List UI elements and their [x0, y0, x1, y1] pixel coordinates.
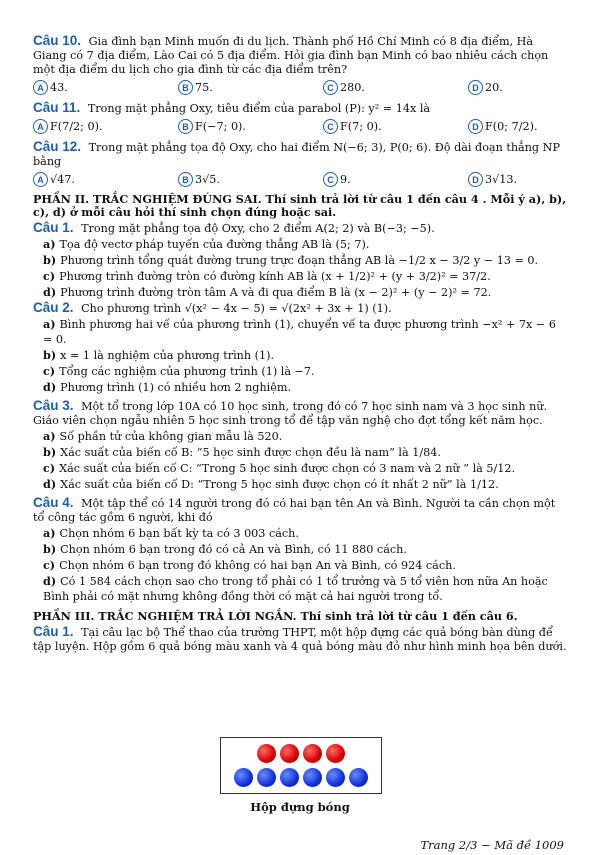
option-b: [178, 172, 323, 187]
option-c: [323, 172, 468, 187]
statement-text: Phương trình (1) có nhiều hơn 2 nghiệm.: [60, 381, 292, 394]
part-2-title: PHẦN II. TRẮC NGHIỆM ĐÚNG SAI. Thí sinh trả lời từ câu 1 đến câu 4 . Mỗi ý a), b), c), d) ở mỗi câu hỏi thí sinh chọn đúng hoặc sai.: [33, 192, 567, 219]
option-text: 3√5.: [195, 173, 220, 186]
question-number: Câu 3.: [33, 398, 74, 413]
statement-a: [43, 317, 568, 347]
option-letter-badge: B: [178, 172, 193, 187]
statement-text: Xác suất của biến cố D: “Trong 5 học sinh được chọn có ít nhất 2 nữ” là 1/12.: [60, 478, 499, 491]
option-text: F(−7; 0).: [195, 120, 246, 133]
p2-question-1: [33, 221, 568, 236]
statement-d: [43, 477, 568, 492]
statement-label: a): [43, 317, 56, 331]
option-letter-badge: B: [178, 80, 193, 95]
option-text: 280.: [340, 81, 365, 94]
option-c: [323, 119, 468, 134]
page-footer: Trang 2/3 − Mã đề 1009: [420, 838, 564, 852]
p2-question-3: [33, 399, 568, 428]
statement-d: [43, 574, 568, 604]
statement-text: Chọn nhóm 6 bạn bất kỳ ta có 3 003 cách.: [59, 527, 299, 540]
statement-text: Chọn nhóm 6 bạn trong đó không có hai bạn An và Bình, có 924 cách.: [59, 559, 456, 572]
option-letter-badge: C: [323, 80, 338, 95]
statements-p2q4: [33, 526, 568, 604]
option-text: 20.: [485, 81, 503, 94]
p2-question-2: [33, 301, 568, 316]
question-number: Câu 1.: [33, 220, 74, 235]
statement-a: [43, 237, 568, 252]
statements-p2q3: [33, 429, 568, 492]
option-a: [33, 80, 178, 95]
statement-text: Tổng các nghiệm của phương trình (1) là −7.: [59, 365, 315, 378]
option-text: F(7/2; 0).: [50, 120, 103, 133]
question-text: Trong mặt phẳng Oxy, tiêu điểm của parabol (P): y² = 14x là: [87, 102, 431, 115]
blue-ball: [257, 768, 276, 787]
statement-text: Bình phương hai vế của phương trình (1), chuyển vế ta được phương trình −x² + 7x − 6 = 0.: [43, 318, 556, 346]
option-letter-badge: C: [323, 172, 338, 187]
statement-c: [43, 558, 568, 573]
option-b: [178, 119, 323, 134]
question-number: Câu 10.: [33, 33, 82, 48]
statement-label: a): [43, 526, 56, 540]
option-c: [323, 80, 468, 95]
statement-label: c): [43, 461, 56, 475]
red-ball: [326, 744, 345, 763]
statement-c: [43, 461, 568, 476]
statement-label: c): [43, 558, 56, 572]
option-letter-badge: D: [468, 80, 483, 95]
part-3-title: PHẦN III. TRẮC NGHIỆM TRẢ LỜI NGẮN. Thí sinh trả lời từ câu 1 đến câu 6.: [33, 609, 518, 623]
question-text: Một tập thể có 14 người trong đó có hai bạn tên An và Bình. Người ta cần chọn một tổ công tác gồm 6 người, khi đó: [33, 497, 556, 524]
question-12: [33, 140, 568, 169]
options-q11: [33, 119, 568, 134]
statement-b: [43, 542, 568, 557]
question-text: Tại câu lạc bộ Thể thao của trường THPT, một hộp đựng các quả bóng bàn dùng để tập luyện. Hộp gồm 6 quả bóng màu xanh và 4 quả bóng màu đỏ như hình minh họa bên dưới.: [33, 626, 567, 653]
p2-question-4: [33, 496, 568, 525]
option-letter-badge: D: [468, 119, 483, 134]
statement-label: d): [43, 285, 57, 299]
statement-text: Xác suất của biến cố B: “5 học sinh được chọn đều là nam” là 1/84.: [60, 446, 441, 459]
statement-text: Tọa độ vectơ pháp tuyến của đường thẳng AB là (5; 7).: [59, 238, 370, 251]
p3-question-1: [33, 625, 568, 654]
statement-label: c): [43, 364, 56, 378]
ball-box-figure: [220, 737, 382, 794]
option-d: [468, 119, 602, 134]
statement-label: d): [43, 477, 57, 491]
question-number: Câu 1.: [33, 624, 74, 639]
statement-label: a): [43, 429, 56, 443]
statement-d: [43, 380, 568, 395]
statement-label: d): [43, 380, 57, 394]
options-q12: [33, 172, 568, 187]
option-letter-badge: A: [33, 119, 48, 134]
option-letter-badge: A: [33, 172, 48, 187]
statement-text: Xác suất của biến cố C: “Trong 5 học sinh được chọn có 3 nam và 2 nữ ” là 5/12.: [59, 462, 516, 475]
blue-ball: [280, 768, 299, 787]
option-text: 3√13.: [485, 173, 518, 186]
red-ball: [280, 744, 299, 763]
statement-label: d): [43, 574, 57, 588]
option-text: F(0; 7/2).: [485, 120, 538, 133]
option-letter-badge: B: [178, 119, 193, 134]
option-text: 43.: [50, 81, 68, 94]
statement-label: b): [43, 253, 57, 267]
statement-label: b): [43, 542, 57, 556]
statement-c: [43, 364, 568, 379]
option-text: √47.: [50, 173, 75, 186]
statements-p2q1: [33, 237, 568, 300]
figure-caption: Hộp đựng bóng: [250, 800, 350, 814]
blue-ball: [326, 768, 345, 787]
statement-label: b): [43, 445, 57, 459]
question-text: Cho phương trình √(x² − 4x − 5) = √(2x² + 3x + 1) (1).: [81, 302, 392, 315]
statement-d: [43, 285, 568, 300]
options-q10: [33, 80, 568, 95]
statement-text: Phương trình tổng quát đường trung trực đoạn thẳng AB là −1/2 x − 3/2 y − 13 = 0.: [60, 254, 539, 267]
question-number: Câu 2.: [33, 300, 74, 315]
statement-a: [43, 526, 568, 541]
statement-text: x = 1 là nghiệm của phương trình (1).: [60, 349, 275, 362]
question-number: Câu 4.: [33, 495, 74, 510]
option-text: 9.: [340, 173, 351, 186]
statement-a: [43, 429, 568, 444]
option-letter-badge: A: [33, 80, 48, 95]
red-ball: [303, 744, 322, 763]
statement-b: [43, 445, 568, 460]
statement-text: Phương trình đường tròn có đường kính AB là (x + 1/2)² + (y + 3/2)² = 37/2.: [59, 270, 491, 283]
exam-page: [33, 34, 568, 654]
statement-text: Phương trình đường tròn tâm A và đi qua điểm B là (x − 2)² + (y − 2)² = 72.: [60, 286, 492, 299]
option-letter-badge: D: [468, 172, 483, 187]
statement-label: a): [43, 237, 56, 251]
statement-b: [43, 348, 568, 363]
option-text: F(7; 0).: [340, 120, 382, 133]
question-number: Câu 12.: [33, 139, 82, 154]
question-text: Gia đình bạn Minh muốn đi du lịch. Thành phố Hồ Chí Minh có 8 địa điểm, Hà Giang có 7 địa điểm, Lào Cai có 5 địa điểm. Hỏi gia đình bạn Minh có bao nhiêu cách chọn một địa điểm du lịch cho gia đình từ các địa điểm trên?: [33, 35, 549, 76]
blue-ball: [303, 768, 322, 787]
option-a: [33, 172, 178, 187]
question-11: [33, 101, 568, 116]
option-a: [33, 119, 178, 134]
statements-p2q2: [33, 317, 568, 395]
option-d: [468, 172, 602, 187]
statement-c: [43, 269, 568, 284]
option-letter-badge: C: [323, 119, 338, 134]
blue-ball: [349, 768, 368, 787]
statement-label: b): [43, 348, 57, 362]
statement-text: Có 1 584 cách chọn sao cho trong tổ phải có 1 tổ trưởng và 5 tổ viên hơn nữa An hoặc Bình phải có mặt nhưng không đồng thời có mặt cả hai người trong tổ.: [43, 575, 548, 603]
question-text: Trong mặt phẳng tọa độ Oxy, cho hai điểm N(−6; 3), P(0; 6). Độ dài đoạn thẳng NP bằng: [33, 141, 560, 168]
question-number: Câu 11.: [33, 100, 81, 115]
red-ball: [257, 744, 276, 763]
blue-ball: [234, 768, 253, 787]
statement-text: Chọn nhóm 6 bạn trong đó có cả An và Bình, có 11 880 cách.: [60, 543, 407, 556]
question-text: Một tổ trong lớp 10A có 10 học sinh, trong đó có 7 học sinh nam và 3 học sinh nữ. Giáo viên chọn ngẫu nhiên 5 học sinh trong tổ để tập văn nghệ cho đợt tổng kết năm học.: [33, 400, 548, 427]
option-b: [178, 80, 323, 95]
statement-label: c): [43, 269, 56, 283]
question-10: [33, 34, 568, 77]
option-d: [468, 80, 602, 95]
statement-text: Số phần tử của không gian mẫu là 520.: [59, 430, 283, 443]
question-text: Trong mặt phẳng tọa độ Oxy, cho 2 điểm A(2; 2) và B(−3; −5).: [81, 222, 435, 235]
statement-b: [43, 253, 568, 268]
option-text: 75.: [195, 81, 213, 94]
